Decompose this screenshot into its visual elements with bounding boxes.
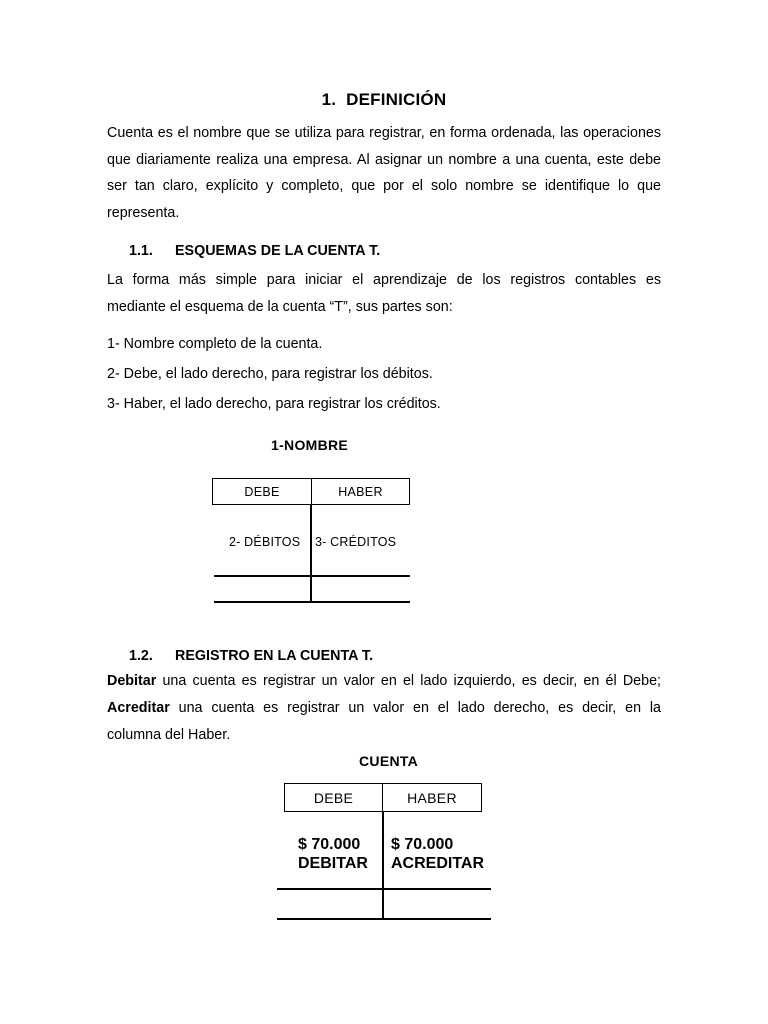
t-account-1-divider xyxy=(310,505,312,603)
section-1-paragraph: Cuenta es el nombre que se utiliza para registrar, en forma ordenada, las operaciones que diariamente realiza una empresa. Al asignar un nombre a una cuenta, este debe ser tan claro, explícito y completo, que por el solo nombre se identifique lo que representa. xyxy=(107,125,661,221)
acreditar-text: una cuenta es registrar un valor en el lado derecho, es decir, en la xyxy=(169,700,661,716)
t-account-2-debit-entry xyxy=(298,835,368,873)
t-account-2-rule xyxy=(277,888,491,890)
t-account-1-debitos: 2- DÉBITOS xyxy=(229,535,301,549)
section-1-1-heading xyxy=(129,243,380,259)
list-item: 2- Debe, el lado derecho, para registrar los débitos. xyxy=(107,366,433,382)
t-account-1-debe-header: DEBE xyxy=(213,479,312,504)
t-account-2-divider xyxy=(382,812,384,920)
acreditar-definition xyxy=(107,695,661,722)
t-account-2-title: CUENTA xyxy=(359,753,419,769)
debitar-definition xyxy=(107,668,661,695)
t-account-2-debe-header: DEBE xyxy=(285,784,383,811)
t-account-1-title: 1-NOMBRE xyxy=(271,437,349,453)
section-1-2-number: 1.2. xyxy=(129,648,153,664)
t-account-1-haber-header: HABER xyxy=(338,484,383,499)
t-account-2-credit-entry xyxy=(391,835,484,873)
t-account-2-rule xyxy=(277,918,491,920)
debitar-term: Debitar xyxy=(107,673,157,689)
section-1-1-paragraph-line-2: mediante el esquema de la cuenta “T”, sus partes son: xyxy=(107,299,453,315)
acreditar-definition-end: columna del Haber. xyxy=(107,727,231,743)
section-1-heading xyxy=(0,90,768,110)
list-item: 3- Haber, el lado derecho, para registrar los créditos. xyxy=(107,396,441,412)
t-account-2-credit-label: ACREDITAR xyxy=(391,855,485,872)
t-account-2-credit-amount: $ 70.000 xyxy=(391,836,454,853)
t-account-1-header xyxy=(212,478,410,505)
t-account-2-debit-amount: $ 70.000 xyxy=(298,836,361,853)
section-1-2-title: REGISTRO EN LA CUENTA T. xyxy=(175,648,374,664)
acreditar-term: Acreditar xyxy=(107,700,170,716)
list-item: 1- Nombre completo de la cuenta. xyxy=(107,336,323,352)
t-account-1-creditos: 3- CRÉDITOS xyxy=(315,535,397,549)
t-account-2-debit-label: DEBITAR xyxy=(298,855,368,872)
section-1-title: DEFINICIÓN xyxy=(346,90,447,109)
t-account-2-haber-header: HABER xyxy=(407,789,457,806)
section-1-number: 1. xyxy=(321,90,337,109)
t-account-1-rule xyxy=(214,601,410,603)
section-1-1-number: 1.1. xyxy=(129,243,153,259)
section-1-1-paragraph-line-1: La forma más simple para iniciar el aprendizaje de los registros contables es xyxy=(107,272,661,288)
section-1-1-title: ESQUEMAS DE LA CUENTA T. xyxy=(175,243,381,259)
section-1-2-heading xyxy=(129,648,373,664)
t-account-2-header xyxy=(284,783,482,812)
debitar-text: una cuenta es registrar un valor en el lado izquierdo, es decir, en él Debe; xyxy=(156,673,661,689)
t-account-1-rule xyxy=(214,575,410,577)
